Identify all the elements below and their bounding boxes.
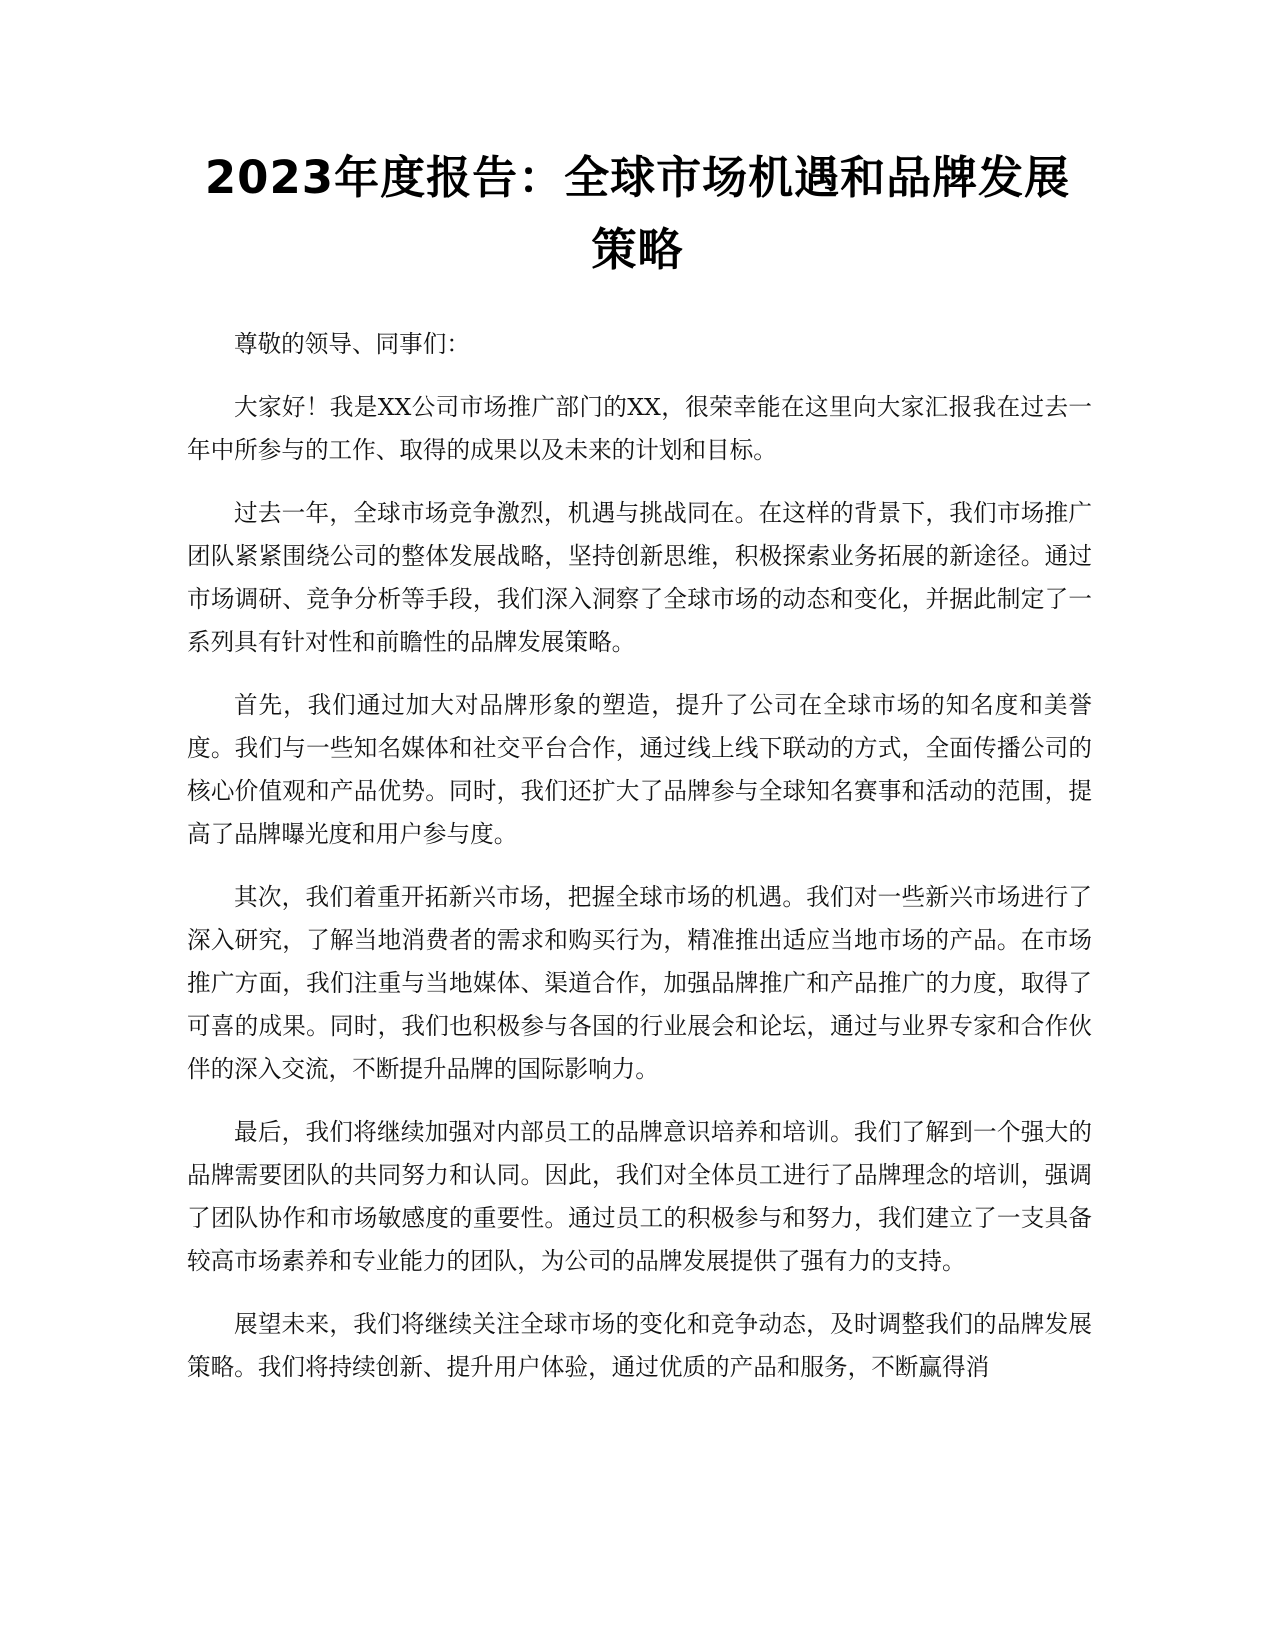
document-body <box>187 323 1092 1409</box>
brand-image-paragraph: 首先，我们通过加大对品牌形象的塑造，提升了公司在全球市场的知名度和美誉度。我们与一些知名媒体和社交平台合作，通过线上线下联动的方式，全面传播公司的核心价值观和产品优势。同时，我们还扩大了品牌参与全球知名赛事和活动的范围，提高了品牌曝光度和用户参与度。 <box>187 691 1092 848</box>
emerging-markets-paragraph: 其次，我们着重开拓新兴市场，把握全球市场的机遇。我们对一些新兴市场进行了深入研究，了解当地消费者的需求和购买行为，精准推出适应当地市场的产品。在市场推广方面，我们注重与当地媒体、渠道合作，加强品牌推广和产品推广的力度，取得了可喜的成果。同时，我们也积极参与各国的行业展会和论坛，通过与业界专家和合作伙伴的深入交流，不断提升品牌的国际影响力。 <box>187 883 1092 1083</box>
outlook-paragraph: 展望未来，我们将继续关注全球市场的变化和竞争动态，及时调整我们的品牌发展策略。我们将持续创新、提升用户体验，通过优质的产品和服务，不断赢得消 <box>187 1310 1092 1381</box>
greeting-paragraph: 尊敬的领导、同事们： <box>234 330 470 358</box>
background-paragraph: 过去一年，全球市场竞争激烈，机遇与挑战同在。在这样的背景下，我们市场推广团队紧紧围绕公司的整体发展战略，坚持创新思维，积极探索业务拓展的新途径。通过市场调研、竞争分析等手段，我们深入洞察了全球市场的动态和变化，并据此制定了一系列具有针对性和前瞻性的品牌发展策略。 <box>187 499 1092 656</box>
introduction-paragraph: 大家好！我是XX公司市场推广部门的XX，很荣幸能在这里向大家汇报我在过去一年中所参与的工作、取得的成果以及未来的计划和目标。 <box>187 393 1092 464</box>
document-title: 2023年度报告：全球市场机遇和品牌发展策略 <box>204 151 1071 276</box>
employee-training-paragraph: 最后，我们将继续加强对内部员工的品牌意识培养和培训。我们了解到一个强大的品牌需要团队的共同努力和认同。因此，我们对全体员工进行了品牌理念的培训，强调了团队协作和市场敏感度的重要性。通过员工的积极参与和努力，我们建立了一支具备较高市场素养和专业能力的团队，为公司的品牌发展提供了强有力的支持。 <box>187 1118 1092 1275</box>
